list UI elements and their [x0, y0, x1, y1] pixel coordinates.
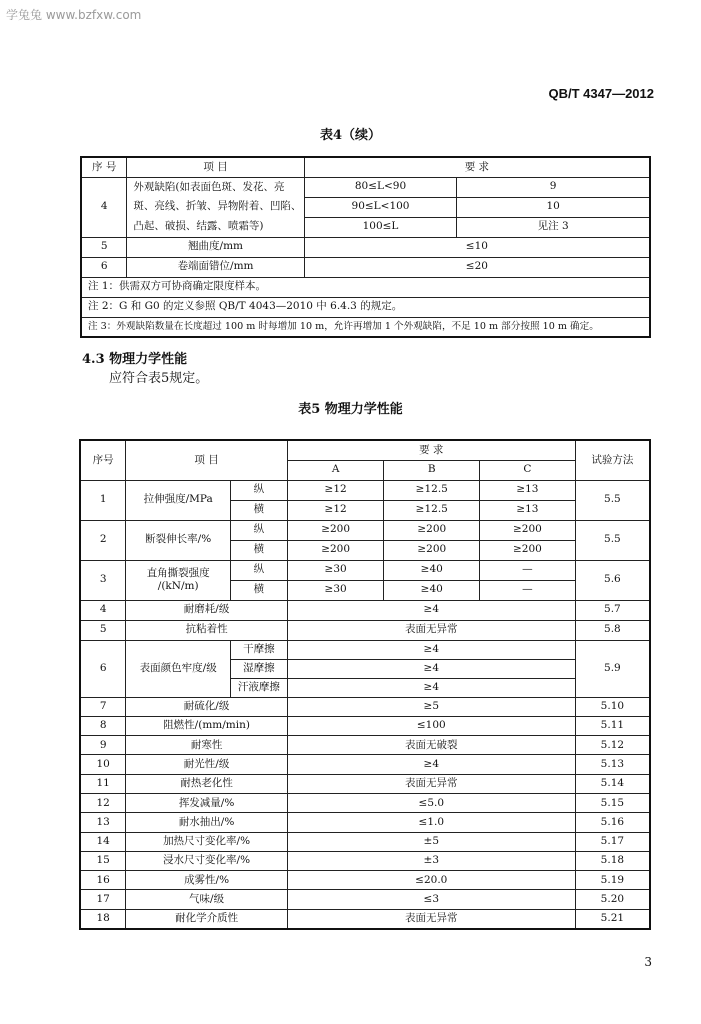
- t5-r3-no: 3: [80, 560, 126, 600]
- t5-r6-v1: ≥4: [287, 640, 575, 659]
- t5-row-method: 5.20: [575, 890, 650, 909]
- t5-r6-v3: ≥4: [287, 678, 575, 697]
- table-row: [80, 716, 650, 735]
- t4-row5-value: ≤10: [304, 237, 650, 257]
- table-row: [80, 640, 650, 659]
- t5-row-method: 5.13: [575, 755, 650, 774]
- t5-r5-value: 表面无异常: [287, 620, 575, 640]
- t5-row-value: ≤1.0: [287, 813, 575, 832]
- t5-r1-c1: ≥13: [480, 480, 576, 500]
- t5-row-value: ±5: [287, 832, 575, 851]
- table5-simple-rows: [80, 697, 650, 929]
- t4-row4-cond1: 80≤L<90: [304, 177, 457, 197]
- t4-header-item: 项 目: [127, 157, 304, 177]
- t5-r3-d2: 横: [231, 580, 288, 600]
- t5-r1-b2: ≥12.5: [384, 500, 480, 520]
- table4: [80, 156, 651, 338]
- t5-row-no: 15: [80, 851, 126, 870]
- t4-note2: 注 2：G 和 G0 的定义参照 QB/T 4043—2010 中 6.4.3 的规定。: [81, 297, 650, 317]
- t5-r2-b1: ≥200: [384, 520, 480, 540]
- table5: [79, 439, 651, 930]
- t5-row-no: 8: [80, 716, 126, 735]
- t5-r1-a2: ≥12: [287, 500, 384, 520]
- t5-row-value: ≥4: [287, 755, 575, 774]
- t5-r6-no: 6: [80, 640, 126, 697]
- t5-row-method: 5.14: [575, 774, 650, 793]
- t4-note1: 注 1：供需双方可协商确定限度样本。: [81, 277, 650, 297]
- t5-header-req: 要 求: [287, 440, 575, 460]
- t5-r1-d2: 横: [231, 500, 288, 520]
- t5-r2-item: 断裂伸长率/%: [126, 520, 231, 560]
- table-row: [80, 600, 650, 620]
- t5-r3-a1: ≥30: [287, 560, 384, 580]
- table4-note: [81, 297, 650, 317]
- t5-row-value: 表面无破裂: [287, 736, 575, 755]
- t4-row5-item: 翘曲度/mm: [127, 237, 304, 257]
- t5-row-method: 5.21: [575, 909, 650, 928]
- table-row: [80, 890, 650, 909]
- table-row: [80, 520, 650, 540]
- t5-r1-b1: ≥12.5: [384, 480, 480, 500]
- t5-r2-no: 2: [80, 520, 126, 560]
- t5-r3-b2: ≥40: [384, 580, 480, 600]
- t5-row-item: 浸水尺寸变化率/%: [126, 851, 287, 870]
- t5-row-no: 9: [80, 736, 126, 755]
- t4-row4-val1: 9: [457, 177, 650, 197]
- t5-r6-s1: 干摩擦: [231, 640, 288, 659]
- t5-row-method: 5.11: [575, 716, 650, 735]
- t5-r2-d1: 纵: [231, 520, 288, 540]
- t4-row4-no: 4: [81, 177, 127, 237]
- t5-row-method: 5.15: [575, 793, 650, 812]
- t5-r4-method: 5.7: [575, 600, 650, 620]
- table4-note: [81, 317, 650, 337]
- t5-row-method: 5.16: [575, 813, 650, 832]
- t5-r3-a2: ≥30: [287, 580, 384, 600]
- t5-row-value: ≤100: [287, 716, 575, 735]
- t5-r1-c2: ≥13: [480, 500, 576, 520]
- t4-note3: 注 3：外观缺陷数量在长度超过 100 m 时每增加 10 m，允许再增加 1 个外观缺陷，不足 10 m 部分按照 10 m 确定。: [81, 317, 650, 337]
- t5-row-no: 18: [80, 909, 126, 928]
- t5-row-item: 耐硫化/级: [126, 697, 287, 716]
- table-row: [80, 813, 650, 832]
- t5-row-value: 表面无异常: [287, 774, 575, 793]
- t5-row-method: 5.12: [575, 736, 650, 755]
- t5-r4-value: ≥4: [287, 600, 575, 620]
- t5-r2-b2: ≥200: [384, 540, 480, 560]
- table-row: [80, 832, 650, 851]
- t4-row6-value: ≤20: [304, 257, 650, 277]
- t4-row4-cond3: 100≤L: [304, 217, 457, 237]
- t4-row4-item: 外观缺陷(如表面色斑、发花、亮斑、亮线、折皱、异物附着、凹陷、凸起、破损、结露、喷霜等): [127, 177, 304, 237]
- t5-row-value: ≥5: [287, 697, 575, 716]
- t5-r3-c2: —: [480, 580, 576, 600]
- t5-r1-d1: 纵: [231, 480, 288, 500]
- t5-row-no: 10: [80, 755, 126, 774]
- table-row: [80, 851, 650, 870]
- t4-header-no: 序 号: [81, 157, 127, 177]
- t4-row4-val2: 10: [457, 197, 650, 217]
- t5-header-c: C: [480, 460, 576, 480]
- t4-row4-val3: 见注 3: [457, 217, 650, 237]
- t5-row-value: ≤3: [287, 890, 575, 909]
- t5-r5-method: 5.8: [575, 620, 650, 640]
- t5-row-no: 16: [80, 871, 126, 890]
- t5-row-no: 14: [80, 832, 126, 851]
- t5-row-item: 成雾性/%: [126, 871, 287, 890]
- section-title: 4.3 物理力学性能: [82, 352, 188, 367]
- standard-number: QB/T 4347—2012: [548, 86, 654, 101]
- t5-r6-s2: 湿摩擦: [231, 659, 288, 678]
- t5-row-item: 阻燃性/(mm/min): [126, 716, 287, 735]
- t5-row-item: 耐化学介质性: [126, 909, 287, 928]
- t5-r1-method: 5.5: [575, 480, 650, 520]
- table-row: [81, 257, 650, 277]
- table-row: [80, 620, 650, 640]
- t5-r3-method: 5.6: [575, 560, 650, 600]
- t5-row-item: 挥发减量/%: [126, 793, 287, 812]
- table-row: [80, 697, 650, 716]
- t5-r3-item-line2: /(kN/m): [157, 580, 199, 592]
- t5-r2-a2: ≥200: [287, 540, 384, 560]
- section-text: 应符合表5规定。: [109, 371, 209, 386]
- t5-r3-b1: ≥40: [384, 560, 480, 580]
- t5-row-no: 12: [80, 793, 126, 812]
- t5-r4-no: 4: [80, 600, 126, 620]
- t5-r5-no: 5: [80, 620, 126, 640]
- t5-row-value: ≤20.0: [287, 871, 575, 890]
- t5-header-item: 项 目: [126, 440, 287, 480]
- t5-r1-no: 1: [80, 480, 126, 520]
- t5-r3-item-line1: 直角撕裂强度: [146, 566, 210, 579]
- t5-row-value: 表面无异常: [287, 909, 575, 928]
- t5-r6-item: 表面颜色牢度/级: [126, 640, 231, 697]
- table-row: [80, 480, 650, 500]
- table-row: [80, 909, 650, 928]
- t5-row-item: 加热尺寸变化率/%: [126, 832, 287, 851]
- page-number: 3: [644, 955, 652, 969]
- t5-r1-a1: ≥12: [287, 480, 384, 500]
- t4-row5-no: 5: [81, 237, 127, 257]
- t5-row-item: 耐热老化性: [126, 774, 287, 793]
- t5-r6-s3: 汗液摩擦: [231, 678, 288, 697]
- t5-row-item: 耐水抽出/%: [126, 813, 287, 832]
- t5-r2-method: 5.5: [575, 520, 650, 560]
- t5-r2-c1: ≥200: [480, 520, 576, 540]
- t4-row6-item: 卷端面错位/mm: [127, 257, 304, 277]
- t5-row-value: ±3: [287, 851, 575, 870]
- t4-row4-cond2: 90≤L<100: [304, 197, 457, 217]
- t5-r5-item: 抗粘着性: [126, 620, 287, 640]
- t5-row-method: 5.10: [575, 697, 650, 716]
- table-row: [81, 177, 650, 197]
- t5-r6-v2: ≥4: [287, 659, 575, 678]
- table-row: [80, 560, 650, 580]
- t5-header-a: A: [287, 460, 384, 480]
- table4-caption: 表4（续）: [319, 128, 382, 143]
- t4-row6-no: 6: [81, 257, 127, 277]
- t5-r1-item: 拉伸强度/MPa: [126, 480, 231, 520]
- t5-r2-d2: 横: [231, 540, 288, 560]
- t5-r4-item: 耐磨耗/级: [126, 600, 287, 620]
- t5-r6-method: 5.9: [575, 640, 650, 697]
- table4-note: [81, 277, 650, 297]
- table-row: [80, 736, 650, 755]
- watermark: 学兔兔 www.bzfxw.com: [6, 8, 142, 22]
- t5-row-no: 11: [80, 774, 126, 793]
- t5-row-no: 17: [80, 890, 126, 909]
- t5-row-method: 5.18: [575, 851, 650, 870]
- t5-header-method: 试验方法: [575, 440, 650, 480]
- t5-row-item: 气味/级: [126, 890, 287, 909]
- t5-row-item: 耐寒性: [126, 736, 287, 755]
- t5-row-no: 7: [80, 697, 126, 716]
- table-row: [80, 871, 650, 890]
- t5-row-method: 5.19: [575, 871, 650, 890]
- table5-caption: 表5 物理力学性能: [298, 402, 403, 417]
- t5-row-item: 耐光性/级: [126, 755, 287, 774]
- t4-header-req: 要 求: [304, 157, 650, 177]
- table-row: [81, 237, 650, 257]
- t5-row-no: 13: [80, 813, 126, 832]
- t5-r3-item: [126, 560, 231, 600]
- table-row: [80, 755, 650, 774]
- t5-r2-a1: ≥200: [287, 520, 384, 540]
- table-row: [80, 793, 650, 812]
- table4-header: [81, 157, 650, 177]
- t5-row-method: 5.17: [575, 832, 650, 851]
- t5-r2-c2: ≥200: [480, 540, 576, 560]
- t5-header-no: 序号: [80, 440, 126, 480]
- t5-r3-c1: —: [480, 560, 576, 580]
- t5-row-value: ≤5.0: [287, 793, 575, 812]
- table-row: [80, 774, 650, 793]
- t5-r3-d1: 纵: [231, 560, 288, 580]
- t5-header-b: B: [384, 460, 480, 480]
